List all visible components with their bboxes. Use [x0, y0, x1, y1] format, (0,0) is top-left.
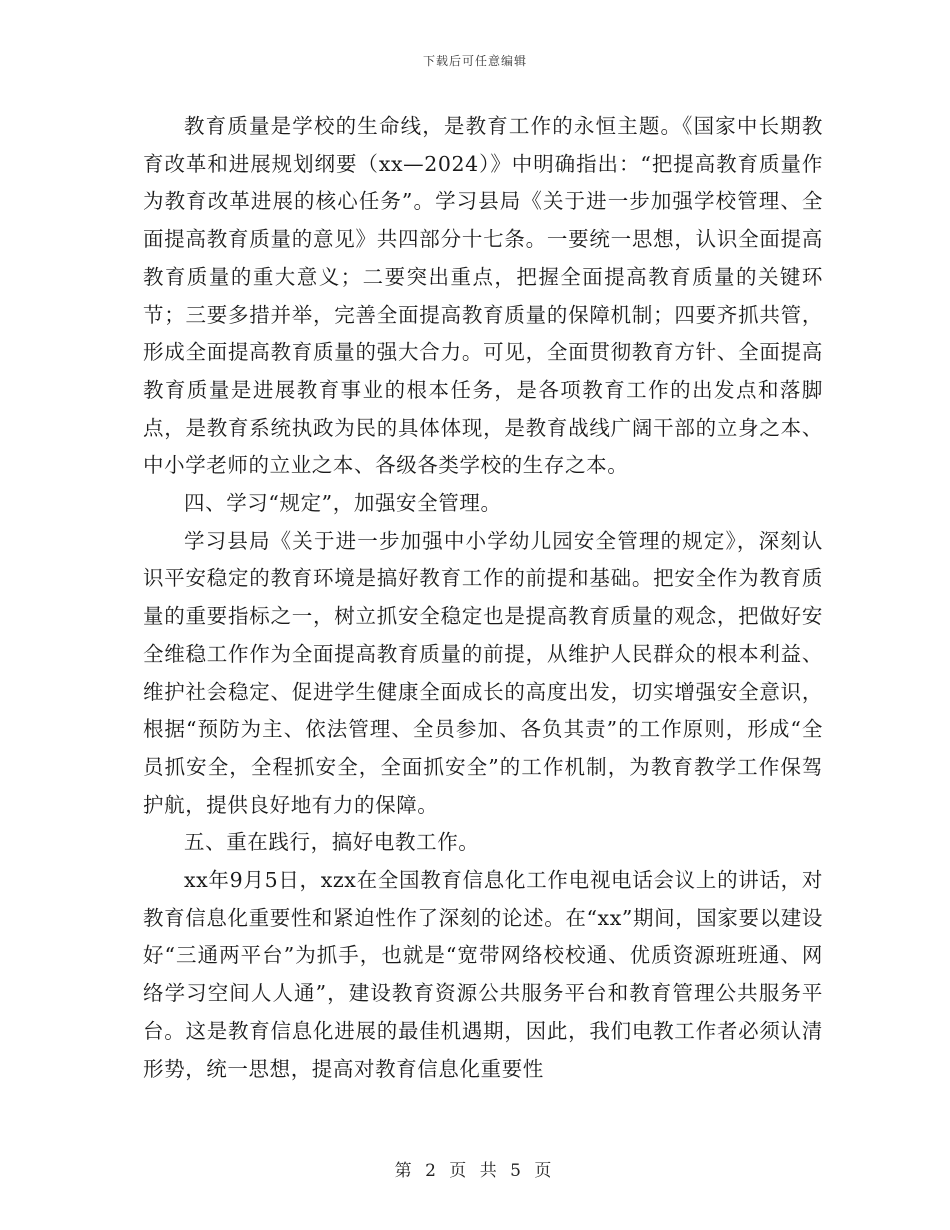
- paragraph-education-quality: 教育质量是学校的生命线，是教育工作的永恒主题。《国家中长期教育改革和进展规划纲要（xx—2024）》中明确指出：“把提高教育质量作为教育改革进展的核心任务”。学习县局《关于进一步加强学校管理、全面提高教育质量的意见》共四部分十七条。一要统一思想，认识全面提高教育质量的重大意义；二要突出重点，把握全面提高教育质量的关键环节；三要多措并举，完善全面提高教育质量的保障机制；四要齐抓共管，形成全面提高教育质量的强大合力。可见，全面贯彻教育方针、全面提高教育质量是进展教育事业的根本任务，是各项教育工作的出发点和落脚点，是教育系统执政为民的具体体现，是教育战线广阔干部的立身之本、中小学老师的立业之本、各级各类学校的生存之本。: [143, 114, 823, 478]
- paragraph-safety-management: 学习县局《关于进一步加强中小学幼儿园安全管理的规定》，深刻认识平安稳定的教育环境是搞好教育工作的前提和基础。把安全作为教育质量的重要指标之一，树立抓安全稳定也是提高教育质量的观念，把做好安全维稳工作作为全面提高教育质量的前提，从维护人民群众的根本利益、维护社会稳定、促进学生健康全面成长的高度出发，切实增强安全意识，根据“预防为主、依法管理、全员参加、各负其责”的工作原则，形成“全员抓安全，全程抓安全，全面抓安全”的工作机制，为教育教学工作保驾护航，提供良好地有力的保障。: [143, 528, 823, 817]
- section-heading-safety: 四、学习“规定”，加强安全管理。: [184, 491, 502, 516]
- page-number-footer: 第 2 页 共 5 页: [394, 1161, 556, 1181]
- paragraph-education-informatization: xx年9月5日，xzx在全国教育信息化工作电视电话会议上的讲话，对教育信息化重要性和紧迫性作了深刻的论述。在“xx”期间，国家要以建设好“三通两平台”为抓手，也就是“宽带网络校校通、优质资源班班通、网络学习空间人人通”，建设教育资源公共服务平台和教育管理公共服务平台。这是教育信息化进展的最佳机遇期，因此，我们电教工作者必须认清形势，统一思想，提高对教育信息化重要性: [143, 868, 823, 1081]
- document-body: [143, 108, 823, 1088]
- section-heading-av-education: 五、重在践行，搞好电教工作。: [184, 830, 480, 855]
- page-header: 下载后可任意编辑: [422, 54, 527, 68]
